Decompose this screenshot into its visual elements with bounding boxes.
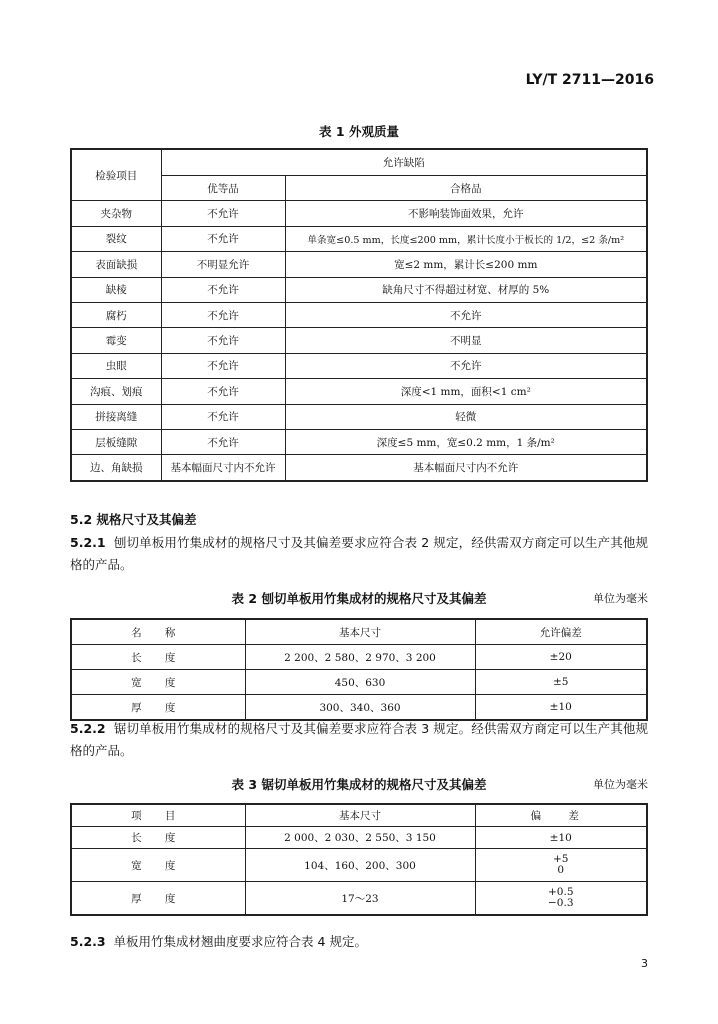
table-row	[71, 645, 647, 670]
appearance-quality-table	[70, 148, 648, 482]
table2-caption: 表 2 刨切单板用竹集成材的规格尺寸及其偏差	[231, 591, 487, 606]
cell-qualified: 轻微	[285, 404, 647, 429]
deviation-lower: −0.3	[548, 897, 574, 909]
deviation-upper: +5	[553, 853, 569, 865]
table-row	[71, 849, 647, 882]
cell-premium: 不允许	[161, 404, 285, 429]
cell-premium: 不允许	[161, 328, 285, 353]
col-header-allowed-defects: 允许缺陷	[161, 149, 647, 176]
cell-qualified: 深度<1 mm，面积<1 cm²	[285, 379, 647, 404]
planed-veneer-size-table	[70, 618, 648, 721]
sawn-veneer-size-table	[70, 803, 648, 916]
cell-item: 边、角缺损	[71, 455, 161, 481]
cell-premium: 不允许	[161, 353, 285, 378]
table-row	[71, 670, 647, 695]
table-row	[71, 429, 647, 454]
cell-deviation	[475, 882, 647, 916]
deviation-lower: 0	[557, 864, 565, 876]
cell-qualified: 单条宽≤0.5 mm，长度≤200 mm，累计长度小于板长的 1/2，≤2 条/m²	[285, 226, 647, 251]
clause-number: 5.2.1	[70, 535, 106, 550]
table-row	[71, 302, 647, 327]
standard-code: LY/T 2711—2016	[525, 72, 654, 88]
cell-item: 霉变	[71, 328, 161, 353]
cell-basic-size: 2 000、2 030、2 550、3 150	[245, 827, 475, 849]
cell-basic-size: 450、630	[245, 670, 475, 695]
table-row	[71, 201, 647, 226]
col-header-basic-size: 基本尺寸	[245, 804, 475, 827]
cell-qualified: 基本幅面尺寸内不允许	[285, 455, 647, 481]
clause-text: 刨切单板用竹集成材的规格尺寸及其偏差要求应符合表 2 规定，经供需双方商定可以生产其他规格的产品。	[70, 535, 649, 572]
section-heading-5-2: 5.2 规格尺寸及其偏差	[70, 512, 197, 527]
cell-premium: 不允许	[161, 277, 285, 302]
cell-tolerance: ±5	[475, 670, 647, 695]
col-header-tolerance: 允许偏差	[475, 619, 647, 645]
table-row	[71, 252, 647, 277]
cell-qualified: 不允许	[285, 302, 647, 327]
table-row	[71, 226, 647, 251]
cell-qualified: 宽≤2 mm，累计长≤200 mm	[285, 252, 647, 277]
cell-tolerance: ±20	[475, 645, 647, 670]
cell-premium: 不允许	[161, 429, 285, 454]
cell-basic-size: 2 200、2 580、2 970、3 200	[245, 645, 475, 670]
col-header-premium: 优等品	[161, 176, 285, 201]
table-row	[71, 328, 647, 353]
paragraph-5-2-2	[70, 718, 648, 762]
table-row	[71, 379, 647, 404]
cell-qualified: 不明显	[285, 328, 647, 353]
cell-basic-size: 17～23	[245, 882, 475, 916]
cell-item: 腐朽	[71, 302, 161, 327]
deviation-upper: +0.5	[548, 886, 574, 898]
table-row	[71, 404, 647, 429]
cell-name: 厚 度	[71, 882, 245, 916]
cell-qualified: 不影响装饰面效果，允许	[285, 201, 647, 226]
cell-premium: 不允许	[161, 201, 285, 226]
cell-qualified: 不允许	[285, 353, 647, 378]
cell-premium: 不允许	[161, 302, 285, 327]
col-header-qualified: 合格品	[285, 176, 647, 201]
col-header-deviation: 偏 差	[475, 804, 647, 827]
cell-name: 长 度	[71, 645, 245, 670]
cell-tolerance: ±10	[475, 695, 647, 721]
col-header-item: 检验项目	[71, 149, 161, 201]
table-row	[71, 882, 647, 916]
cell-qualified: 缺角尺寸不得超过材宽、材厚的 5%	[285, 277, 647, 302]
table3-caption: 表 3 锯切单板用竹集成材的规格尺寸及其偏差	[231, 777, 487, 792]
cell-name: 厚 度	[71, 695, 245, 721]
cell-deviation	[475, 849, 647, 882]
cell-premium: 不允许	[161, 379, 285, 404]
table2-unit: 单位为毫米	[593, 592, 648, 605]
table1-caption: 表 1 外观质量	[319, 124, 399, 139]
cell-name: 宽 度	[71, 849, 245, 882]
col-header-item: 项 目	[71, 804, 245, 827]
clause-text: 单板用竹集成材翘曲度要求应符合表 4 规定。	[113, 934, 367, 949]
cell-premium: 不明显允许	[161, 252, 285, 277]
cell-premium: 不允许	[161, 226, 285, 251]
cell-qualified: 深度≤5 mm，宽≤0.2 mm，1 条/m²	[285, 429, 647, 454]
cell-name: 长 度	[71, 827, 245, 849]
cell-basic-size: 300、340、360	[245, 695, 475, 721]
table-row	[71, 353, 647, 378]
clause-text: 锯切单板用竹集成材的规格尺寸及其偏差要求应符合表 3 规定。经供需双方商定可以生产其他规格的产品。	[70, 721, 649, 758]
table-row	[71, 455, 647, 481]
cell-item: 缺棱	[71, 277, 161, 302]
table-row	[71, 695, 647, 721]
cell-item: 沟痕、划痕	[71, 379, 161, 404]
col-header-name: 名 称	[71, 619, 245, 645]
table3-unit: 单位为毫米	[593, 778, 648, 791]
cell-name: 宽 度	[71, 670, 245, 695]
paragraph-5-2-3	[70, 931, 648, 953]
cell-item: 虫眼	[71, 353, 161, 378]
cell-item: 裂纹	[71, 226, 161, 251]
cell-basic-size: 104、160、200、300	[245, 849, 475, 882]
paragraph-5-2-1	[70, 532, 648, 576]
table-row	[71, 827, 647, 849]
clause-number: 5.2.2	[70, 721, 106, 736]
table-row	[71, 277, 647, 302]
cell-deviation: ±10	[475, 827, 647, 849]
cell-item: 表面缺损	[71, 252, 161, 277]
col-header-basic-size: 基本尺寸	[245, 619, 475, 645]
cell-premium: 基本幅面尺寸内不允许	[161, 455, 285, 481]
cell-item: 层板缝隙	[71, 429, 161, 454]
cell-item: 夹杂物	[71, 201, 161, 226]
page-number: 3	[641, 957, 648, 970]
clause-number: 5.2.3	[70, 934, 106, 949]
cell-item: 拼接离缝	[71, 404, 161, 429]
